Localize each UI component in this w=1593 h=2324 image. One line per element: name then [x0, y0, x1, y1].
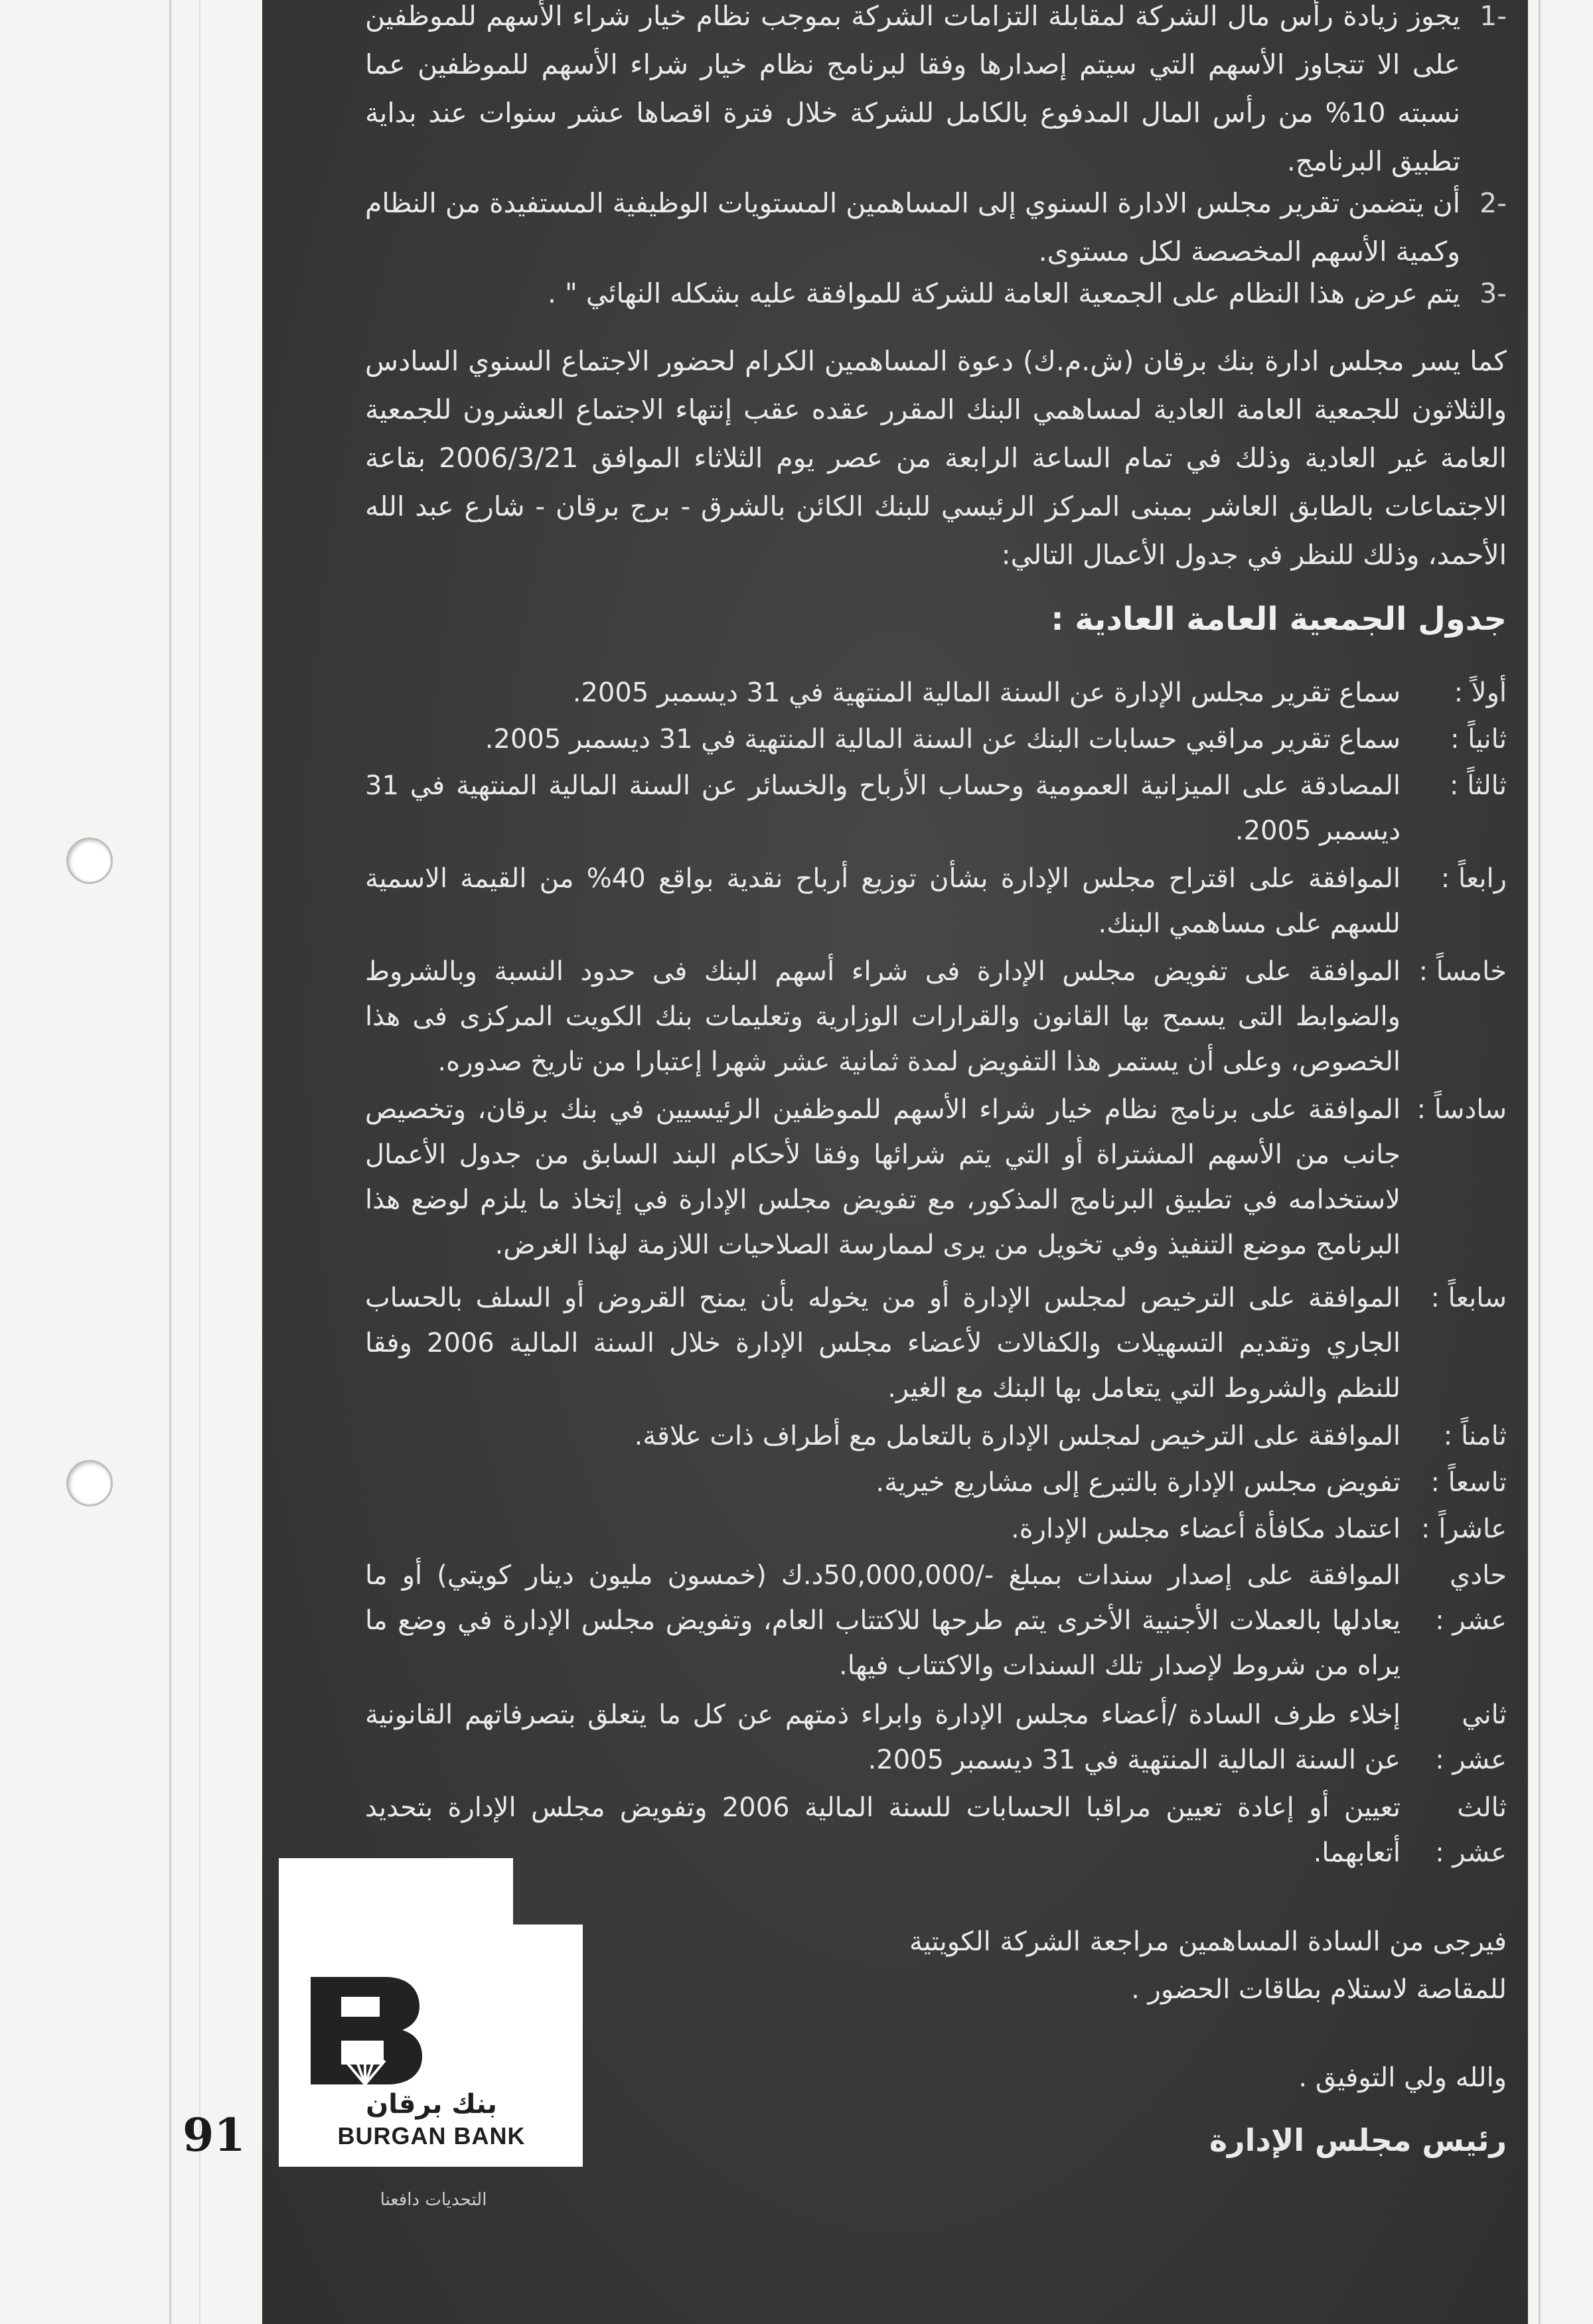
agenda-label: سابعاً : [1430, 1283, 1507, 1313]
logo-name-english: BURGAN BANK [337, 2122, 526, 2149]
clause-2 [365, 179, 1507, 276]
agenda-item-1 [365, 670, 1507, 715]
agenda-text: الموافقة على برنامج نظام خيار شراء الأسهم للموظفين الرئيسيين في بنك برقان، وتخصيص جانب من الأسهم المشتراة أو التي يتم شرائها وفقا لأحكام البند السابق من جدول الأعمال لاستخدامه في تطبيق البرنامج المذكور، مع تفويض مجلس الإدارة في إتخاذ ما يلزم لوضع هذا البرنامج موضع التنفيذ وفي تخويل من يرى لممارسة الصلاحيات اللازمة لهذا الغرض. [365, 1094, 1401, 1260]
agenda-text: إخلاء طرف السادة /أعضاء مجلس الإدارة وابراء ذمتهم عن كل ما يتعلق بتصرفاتهم القانونية عن السنة المالية المنتهية في 31 ديسمبر 2005. [365, 1700, 1401, 1775]
clause-number: -2 [1479, 187, 1507, 219]
agenda-text: سماع تقرير مجلس الإدارة عن السنة المالية المنتهية في 31 ديسمبر 2005. [572, 678, 1401, 708]
agenda-text: سماع تقرير مراقبي حسابات البنك عن السنة المالية المنتهية في 31 ديسمبر 2005. [485, 724, 1401, 755]
agenda-item-10 [365, 1506, 1507, 1552]
agenda-item-4 [365, 856, 1507, 946]
agenda-text: الموافقة على الترخيص لمجلس الإدارة أو من يخوله بأن يمنح القروض أو السلف بالحساب الجاري وتقديم التسهيلات والكفالات لأعضاء مجلس الإدارة خلال السنة المالية 2006 وفقا للنظم والشروط التي يتعامل بها البنك مع الغير. [365, 1283, 1401, 1404]
burgan-bank-logo [279, 1858, 583, 2167]
clause-text: أن يتضمن تقرير مجلس الادارة السنوي إلى المساهمين المستويات الوظيفية المستفيدة من النظام وكمية الأسهم المخصصة لكل مستوى. [365, 187, 1460, 267]
scan-edge-left-2 [199, 0, 200, 2324]
clause-text: يتم عرض هذا النظام على الجمعية العامة للشركة للموافقة عليه بشكله النهائي " . [547, 277, 1460, 309]
clause-1 [365, 0, 1507, 186]
scan-edge-left [169, 0, 171, 2324]
agenda-item-5 [365, 949, 1507, 1084]
invitation-paragraph: كما يسر مجلس ادارة بنك برقان (ش.م.ك) دعوة المساهمين الكرام لحضور الاجتماع السنوي السادس والثلاثون للجمعية العامة العادية لمساهمي البنك المقرر عقده عقب إنتهاء الاجتماع العشرون للجمعية العامة غير العادية وذلك في تمام الساعة الرابعة من عصر يوم الثلاثاء الموافق 2006/3/21 بقاعة الاجتماعات بالطابق العاشر بمبنى المركز الرئيسي للبنك الكائن بالشرق - برج برقان - شارع عبد الله الأحمد، وذلك للنظر في جدول الأعمال التالي: [365, 345, 1507, 571]
agenda-item-7 [365, 1275, 1507, 1411]
agenda-item-3 [365, 763, 1507, 853]
agenda-title: جدول الجمعية العامة العادية : [1051, 601, 1507, 638]
agenda-item-8 [365, 1414, 1507, 1459]
burgan-b-icon [305, 1974, 425, 2087]
agenda-item-11 [365, 1553, 1507, 1688]
agenda-text: تفويض مجلس الإدارة بالتبرع إلى مشاريع خيرية. [875, 1467, 1401, 1498]
agenda-text: الموافقة على اقتراح مجلس الإدارة بشأن توزيع أرباح نقدية بواقع 40% من القيمة الاسمية للسهم على مساهمي البنك. [365, 863, 1401, 939]
punch-hole-top [66, 837, 113, 884]
agenda-text: الموافقة على إصدار سندات بمبلغ -/50,000,000د.ك (خمسون مليون دينار كويتي) أو ما يعادلها بالعملات الأجنبية الأخرى يتم طرحها للاكتتاب العام، وتفويض مجلس الإدارة في وضع ما يراه من شروط لإصدار تلك السندات والاكتتاب فيها. [365, 1560, 1401, 1681]
clause-text: يجوز زيادة رأس مال الشركة لمقابلة التزامات الشركة بموجب نظام خيار شراء الأسهم للموظفين على الا تتجاوز الأسهم التي سيتم إصدارها وفقا لبرنامج نظام خيار شراء الأسهم للموظفين عما نسبته 10% من رأس المال المدفوع بالكامل للشركة خلال فترة اقصاها عشر سنوات عند بداية تطبيق البرنامج. [365, 0, 1460, 177]
agenda-text: الموافقة على تفويض مجلس الإدارة فى شراء أسهم البنك فى حدود النسبة وبالشروط والضوابط التى يسمح بها القانون والقرارات الوزارية وتعليمات بنك الكويت المركزى فى هذا الخصوص، وعلى أن يستمر هذا التفويض لمدة ثمانية عشر شهرا إعتبارا من تاريخ صدوره. [365, 956, 1401, 1077]
document-page [183, 0, 1528, 2324]
agenda-label: أولاً : [1454, 678, 1507, 708]
closing-prayer: والله ولي التوفيق . [1298, 2063, 1507, 2093]
agenda-text: تعيين أو إعادة تعيين مراقبا الحسابات للسنة المالية 2006 وتفويض مجلس الإدارة بتحديد أتعابهما. [365, 1792, 1401, 1868]
agenda-label: ثاني عشر : [1435, 1700, 1507, 1775]
agenda-item-2 [365, 717, 1507, 762]
agenda-label: ثامناً : [1443, 1421, 1507, 1451]
agenda-label: خامساً : [1418, 956, 1507, 987]
agenda-item-9 [365, 1460, 1507, 1505]
clause-number: -1 [1479, 0, 1507, 32]
logo-name-arabic: بنك برقان [366, 2089, 497, 2120]
closing-note: فيرجى من السادة المساهمين مراجعة الشركة الكويتية للمقاصة لاستلام بطاقات الحضور . [909, 1926, 1507, 2005]
page-number: 91 [183, 2109, 246, 2162]
signature: رئيس مجلس الإدارة [1209, 2122, 1507, 2158]
clause-3 [365, 269, 1507, 318]
scan-edge-right [1539, 0, 1541, 2324]
clause-number: -3 [1479, 277, 1507, 309]
agenda-item-12 [365, 1692, 1507, 1782]
agenda-label: ثالثاً : [1450, 770, 1507, 801]
agenda-label: ثانياً : [1450, 724, 1507, 755]
punch-hole-bottom [66, 1460, 113, 1506]
agenda-label: سادساً : [1416, 1094, 1507, 1125]
agenda-item-6 [365, 1087, 1507, 1268]
agenda-text: اعتماد مكافأة أعضاء مجلس الإدارة. [1011, 1514, 1401, 1544]
agenda-label: حادي عشر : [1435, 1560, 1507, 1636]
agenda-text: المصادقة على الميزانية العمومية وحساب الأرباح والخسائر عن السنة المالية المنتهية في 31 ديسمبر 2005. [365, 770, 1401, 846]
agenda-label: ثالث عشر : [1435, 1792, 1507, 1868]
logo-tagline: التحديات دافعنا [380, 2190, 487, 2210]
agenda-label: تاسعاً : [1430, 1467, 1507, 1498]
agenda-label: رابعاً : [1440, 863, 1507, 894]
agenda-label: عاشراً : [1421, 1514, 1507, 1544]
agenda-text: الموافقة على الترخيص لمجلس الإدارة بالتعامل مع أطراف ذات علاقة. [634, 1421, 1401, 1451]
logo-notch [513, 1858, 583, 1925]
